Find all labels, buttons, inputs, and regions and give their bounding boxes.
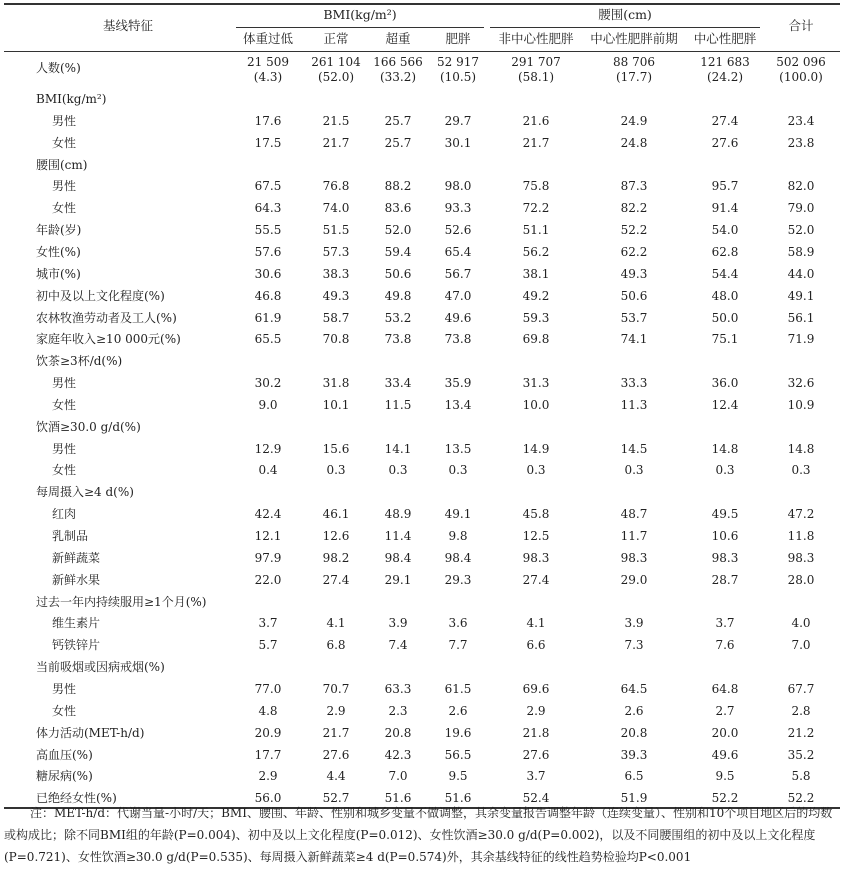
cell-obese: 30.1 — [444, 135, 472, 150]
cell-obese: 13.4 — [444, 397, 472, 412]
cell-total: 44.0 — [787, 266, 815, 281]
cell-obese: 0.3 — [448, 463, 468, 478]
first-column-header: 基线特征 — [102, 18, 154, 33]
cell-underweight: 2.9 — [258, 769, 278, 784]
cell-underweight: 12.9 — [254, 441, 282, 456]
cell-obese: 61.5 — [444, 681, 472, 696]
cell-total: 47.2 — [787, 507, 815, 522]
col-header-pre-central-obesity: 中心性肥胖前期 — [590, 31, 678, 46]
count-pct-pre-central-obesity: (17.7) — [615, 70, 653, 84]
cell-normal: 21.7 — [322, 135, 350, 150]
cell-total: 5.8 — [791, 769, 811, 784]
cell-total: 49.1 — [787, 288, 815, 303]
cell-overweight: 98.4 — [384, 550, 412, 565]
cell-overweight: 53.2 — [384, 310, 412, 325]
cell-overweight: 7.0 — [388, 769, 408, 784]
cell-obese: 51.6 — [444, 791, 472, 806]
cell-overweight: 11.5 — [384, 397, 412, 412]
cell-non-central-obesity: 56.2 — [522, 244, 550, 259]
cell-central-obesity: 36.0 — [711, 376, 739, 391]
cell-normal: 74.0 — [322, 201, 350, 216]
row-label: 高血压(%) — [36, 747, 93, 762]
cell-pre-central-obesity: 98.3 — [620, 550, 648, 565]
cell-non-central-obesity: 12.5 — [522, 529, 550, 543]
cell-non-central-obesity: 52.4 — [522, 791, 550, 806]
cell-total: 10.9 — [787, 397, 815, 412]
cell-central-obesity: 28.7 — [711, 572, 739, 587]
cell-underweight: 30.6 — [254, 266, 282, 281]
cell-underweight: 65.5 — [254, 332, 282, 347]
cell-normal: 46.1 — [322, 507, 350, 522]
cell-central-obesity: 0.3 — [715, 463, 735, 478]
cell-total: 4.0 — [791, 616, 811, 631]
cell-non-central-obesity: 75.8 — [522, 179, 550, 194]
cell-overweight: 33.4 — [384, 376, 412, 391]
cell-non-central-obesity: 2.9 — [526, 703, 546, 718]
row-sublabel: 红肉 — [52, 507, 77, 522]
cell-central-obesity: 3.7 — [715, 616, 735, 631]
cell-obese: 2.6 — [448, 703, 468, 718]
cell-normal: 31.8 — [322, 376, 350, 391]
row-label: 已绝经女性(%) — [36, 791, 117, 806]
cell-total: 23.8 — [787, 135, 815, 150]
cell-non-central-obesity: 45.8 — [522, 507, 550, 522]
row-sublabel: 女性 — [52, 397, 77, 412]
cell-non-central-obesity: 6.6 — [526, 638, 546, 653]
cell-central-obesity: 12.4 — [711, 397, 739, 412]
cell-obese: 9.5 — [448, 769, 468, 784]
row-sublabel: 新鲜水果 — [52, 572, 101, 587]
cell-pre-central-obesity: 20.8 — [620, 725, 648, 740]
row-label: 每周摄入≥4 d(%) — [36, 485, 134, 500]
cell-normal: 12.6 — [322, 529, 350, 543]
row-sublabel: 男性 — [52, 376, 77, 391]
cell-pre-central-obesity: 24.9 — [620, 113, 648, 128]
cell-central-obesity: 62.8 — [711, 244, 739, 259]
cell-non-central-obesity: 4.1 — [526, 616, 546, 631]
cell-total: 11.8 — [787, 529, 815, 543]
row-sublabel: 女性 — [52, 463, 77, 478]
cell-obese: 73.8 — [444, 332, 472, 347]
col-header-non-central-obesity: 非中心性肥胖 — [498, 31, 574, 46]
row-sublabel: 女性 — [52, 703, 77, 718]
count-pct-normal: (52.0) — [317, 70, 355, 84]
cell-normal: 10.1 — [322, 397, 350, 412]
cell-normal: 15.6 — [322, 441, 350, 456]
cell-overweight: 83.6 — [384, 201, 412, 216]
cell-overweight: 42.3 — [384, 747, 412, 762]
cell-central-obesity: 52.2 — [711, 791, 739, 806]
cell-overweight: 50.6 — [384, 266, 412, 281]
row-label: 家庭年收入≥10 000元(%) — [36, 332, 181, 347]
cell-underweight: 20.9 — [254, 725, 282, 740]
cell-total: 71.9 — [787, 332, 815, 347]
cell-non-central-obesity: 0.3 — [526, 463, 546, 478]
cell-non-central-obesity: 59.3 — [522, 310, 550, 325]
cell-normal: 51.5 — [322, 223, 350, 238]
count-n-non-central-obesity: 291 707 — [511, 55, 561, 69]
cell-pre-central-obesity: 24.8 — [620, 135, 648, 150]
cell-obese: 7.7 — [448, 638, 468, 653]
cell-pre-central-obesity: 11.3 — [620, 397, 648, 412]
cell-obese: 13.5 — [444, 441, 472, 456]
cell-total: 0.3 — [791, 463, 811, 478]
cell-total: 52.2 — [787, 791, 815, 806]
cell-non-central-obesity: 21.6 — [522, 113, 550, 128]
row-label: 当前吸烟或因病戒烟(%) — [36, 660, 165, 675]
cell-normal: 21.5 — [322, 113, 350, 128]
cell-non-central-obesity: 38.1 — [522, 266, 550, 281]
col-header-obese: 肥胖 — [445, 31, 471, 46]
cell-central-obesity: 75.1 — [711, 332, 739, 347]
cell-total: 82.0 — [787, 179, 815, 194]
count-n-pre-central-obesity: 88 706 — [613, 55, 655, 69]
cell-pre-central-obesity: 39.3 — [620, 747, 648, 762]
cell-overweight: 29.1 — [384, 572, 412, 587]
cell-obese: 49.6 — [444, 310, 472, 325]
cell-central-obesity: 10.6 — [711, 529, 739, 543]
row-label: 糖尿病(%) — [36, 769, 93, 784]
cell-normal: 6.8 — [326, 638, 346, 653]
count-pct-obese: (10.5) — [439, 70, 477, 84]
count-n-normal: 261 104 — [311, 55, 361, 69]
cell-pre-central-obesity: 53.7 — [620, 310, 648, 325]
table-footnote: 注：MET-h/d：代谢当量-小时/天；BMI、腰围、年龄、性别和城乡变量不做调整，其余变量报告调整年龄（连续变量）、性别和10个项目地区后的均数或构成比；除不同BMI组的年龄(P=0.004)、初中及以上文化程度(P=0.012)、女性饮酒≥30.0 g/d(P=0.002)，以及不同腰围组的初中及以上文化程度(P=0.721)、女性饮酒≥30.0 g/d(P=0.535)、每周摄入新鲜蔬菜≥4 d(P=0.574)外，其余基线特征的线性趋势检验均P<0.001 — [4, 806, 833, 864]
row-sublabel: 男性 — [52, 179, 77, 194]
cell-total: 35.2 — [787, 747, 815, 762]
cell-non-central-obesity: 51.1 — [522, 223, 550, 238]
cell-non-central-obesity: 27.4 — [522, 572, 550, 587]
cell-central-obesity: 9.5 — [715, 769, 735, 784]
cell-pre-central-obesity: 82.2 — [620, 201, 648, 216]
count-pct-central-obesity: (24.2) — [706, 70, 744, 84]
cell-obese: 3.6 — [448, 616, 468, 631]
col-header-central-obesity: 中心性肥胖 — [693, 31, 757, 46]
cell-non-central-obesity: 49.2 — [522, 288, 550, 303]
cell-overweight: 25.7 — [384, 135, 412, 150]
cell-normal: 0.3 — [326, 463, 346, 478]
cell-normal: 98.2 — [322, 550, 350, 565]
row-label: 饮茶≥3杯/d(%) — [36, 354, 123, 369]
cell-obese: 52.6 — [444, 223, 472, 238]
cell-underweight: 4.8 — [258, 703, 278, 718]
cell-underweight: 3.7 — [258, 616, 278, 631]
cell-underweight: 46.8 — [254, 288, 282, 303]
cell-central-obesity: 48.0 — [711, 288, 739, 303]
cell-non-central-obesity: 21.8 — [522, 725, 550, 740]
cell-normal: 38.3 — [322, 266, 350, 281]
cell-overweight: 49.8 — [384, 288, 412, 303]
cell-total: 21.2 — [787, 725, 815, 740]
cell-pre-central-obesity: 52.2 — [620, 223, 648, 238]
row-label: 农林牧渔劳动者及工人(%) — [36, 310, 177, 325]
cell-underweight: 57.6 — [254, 244, 282, 259]
cell-pre-central-obesity: 51.9 — [620, 791, 648, 806]
cell-non-central-obesity: 69.6 — [522, 681, 550, 696]
cell-normal: 21.7 — [322, 725, 350, 740]
cell-central-obesity: 98.3 — [711, 550, 739, 565]
cell-obese: 93.3 — [444, 201, 472, 216]
cell-underweight: 42.4 — [254, 507, 282, 522]
cell-non-central-obesity: 27.6 — [522, 747, 550, 762]
cell-pre-central-obesity: 48.7 — [620, 507, 648, 522]
cell-non-central-obesity: 14.9 — [522, 441, 550, 456]
cell-obese: 47.0 — [444, 288, 472, 303]
cell-underweight: 56.0 — [254, 791, 282, 806]
cell-underweight: 55.5 — [254, 223, 282, 238]
cell-overweight: 51.6 — [384, 791, 412, 806]
cell-central-obesity: 27.4 — [711, 113, 739, 128]
cell-total: 52.0 — [787, 223, 815, 238]
cell-normal: 4.1 — [326, 616, 346, 631]
cell-pre-central-obesity: 3.9 — [624, 616, 644, 631]
cell-non-central-obesity: 72.2 — [522, 201, 550, 216]
cell-total: 32.6 — [787, 376, 815, 391]
cell-total: 79.0 — [787, 201, 815, 216]
cell-overweight: 52.0 — [384, 223, 412, 238]
col-header-normal: 正常 — [323, 31, 349, 46]
count-n-obese: 52 917 — [437, 55, 479, 69]
row-label-count: 人数(%) — [36, 61, 81, 75]
bmi-group-header: BMI(kg/m²) — [323, 7, 397, 22]
cell-central-obesity: 14.8 — [711, 441, 739, 456]
cell-underweight: 17.7 — [254, 747, 282, 762]
cell-central-obesity: 20.0 — [711, 725, 739, 740]
cell-obese: 19.6 — [444, 725, 472, 740]
cell-total: 58.9 — [787, 244, 815, 259]
cell-non-central-obesity: 21.7 — [522, 135, 550, 150]
cell-pre-central-obesity: 62.2 — [620, 244, 648, 259]
waist-group-rule — [490, 27, 760, 28]
cell-pre-central-obesity: 14.5 — [620, 441, 648, 456]
row-sublabel: 男性 — [52, 113, 77, 128]
cell-obese: 29.3 — [444, 572, 472, 587]
row-sublabel: 钙铁锌片 — [52, 638, 101, 653]
cell-underweight: 17.6 — [254, 113, 282, 128]
count-pct-underweight: (4.3) — [253, 70, 283, 84]
cell-overweight: 59.4 — [384, 244, 412, 259]
row-sublabel: 乳制品 — [52, 529, 89, 543]
cell-central-obesity: 7.6 — [715, 638, 735, 653]
row-sublabel: 男性 — [52, 441, 77, 456]
cell-non-central-obesity: 98.3 — [522, 550, 550, 565]
cell-obese: 29.7 — [444, 113, 472, 128]
waist-group-header: 腰围(cm) — [598, 7, 652, 22]
header-bottom-rule — [4, 51, 840, 52]
cell-normal: 58.7 — [322, 310, 350, 325]
cell-underweight: 67.5 — [254, 179, 282, 194]
cell-overweight: 25.7 — [384, 113, 412, 128]
cell-non-central-obesity: 10.0 — [522, 397, 550, 412]
cell-obese: 65.4 — [444, 244, 472, 259]
row-sublabel: 男性 — [52, 681, 77, 696]
cell-underweight: 61.9 — [254, 310, 282, 325]
cell-underweight: 17.5 — [254, 135, 282, 150]
count-pct-non-central-obesity: (58.1) — [517, 70, 555, 84]
count-n-central-obesity: 121 683 — [700, 55, 750, 69]
cell-pre-central-obesity: 50.6 — [620, 288, 648, 303]
cell-normal: 70.8 — [322, 332, 350, 347]
cell-underweight: 12.1 — [254, 529, 282, 543]
cell-central-obesity: 91.4 — [711, 201, 739, 216]
cell-obese: 56.5 — [444, 747, 472, 762]
cell-underweight: 30.2 — [254, 376, 282, 391]
count-n-underweight: 21 509 — [247, 55, 289, 69]
cell-central-obesity: 54.0 — [711, 223, 739, 238]
col-header-underweight: 体重过低 — [242, 31, 294, 46]
cell-total: 7.0 — [791, 638, 811, 653]
cell-total: 98.3 — [787, 550, 815, 565]
cell-pre-central-obesity: 11.7 — [620, 529, 648, 543]
cell-overweight: 73.8 — [384, 332, 412, 347]
cell-total: 67.7 — [787, 681, 815, 696]
cell-pre-central-obesity: 74.1 — [620, 332, 648, 347]
count-n-total: 502 096 — [776, 55, 826, 69]
cell-central-obesity: 2.7 — [715, 703, 735, 718]
cell-pre-central-obesity: 33.3 — [620, 376, 648, 391]
cell-normal: 57.3 — [322, 244, 350, 259]
cell-obese: 56.7 — [444, 266, 472, 281]
cell-non-central-obesity: 31.3 — [522, 376, 550, 391]
cell-overweight: 48.9 — [384, 507, 412, 522]
cell-obese: 35.9 — [444, 376, 472, 391]
cell-pre-central-obesity: 2.6 — [624, 703, 644, 718]
count-pct-total: (100.0) — [779, 70, 823, 84]
cell-normal: 70.7 — [322, 681, 350, 696]
cell-pre-central-obesity: 29.0 — [620, 572, 648, 587]
cell-underweight: 64.3 — [254, 201, 282, 216]
cell-central-obesity: 49.5 — [711, 507, 739, 522]
row-sublabel: 女性 — [52, 201, 77, 216]
cell-normal: 2.9 — [326, 703, 346, 718]
cell-pre-central-obesity: 87.3 — [620, 179, 648, 194]
cell-obese: 98.4 — [444, 550, 472, 565]
row-label: BMI(kg/m²) — [36, 92, 107, 106]
row-label: 初中及以上文化程度(%) — [36, 288, 165, 303]
cell-central-obesity: 64.8 — [711, 681, 739, 696]
cell-non-central-obesity: 3.7 — [526, 769, 546, 784]
cell-total: 28.0 — [787, 572, 815, 587]
row-label: 女性(%) — [36, 244, 81, 259]
cell-obese: 9.8 — [448, 529, 468, 543]
col-header-overweight: 超重 — [385, 31, 411, 46]
cell-pre-central-obesity: 49.3 — [620, 266, 648, 281]
cell-normal: 4.4 — [326, 769, 346, 784]
count-n-overweight: 166 566 — [373, 55, 423, 69]
cell-normal: 76.8 — [322, 179, 350, 194]
row-label: 腰围(cm) — [36, 157, 88, 172]
cell-overweight: 3.9 — [388, 616, 408, 631]
cell-central-obesity: 95.7 — [711, 179, 739, 194]
row-label: 饮酒≥30.0 g/d(%) — [36, 419, 141, 434]
cell-overweight: 2.3 — [388, 703, 408, 718]
cell-obese: 98.0 — [444, 179, 472, 194]
cell-overweight: 0.3 — [388, 463, 408, 478]
row-sublabel: 新鲜蔬菜 — [52, 550, 101, 565]
cell-pre-central-obesity: 7.3 — [624, 638, 644, 653]
cell-overweight: 20.8 — [384, 725, 412, 740]
cell-underweight: 77.0 — [254, 681, 282, 696]
top-rule — [4, 3, 840, 5]
cell-underweight: 5.7 — [258, 638, 278, 653]
cell-central-obesity: 50.0 — [711, 310, 739, 325]
row-sublabel: 维生素片 — [52, 616, 101, 631]
cell-total: 56.1 — [787, 310, 815, 325]
cell-overweight: 11.4 — [384, 529, 412, 543]
cell-underweight: 22.0 — [254, 572, 282, 587]
row-sublabel: 女性 — [52, 135, 77, 150]
cell-central-obesity: 49.6 — [711, 747, 739, 762]
cell-overweight: 7.4 — [388, 638, 408, 653]
bmi-group-rule — [236, 27, 484, 28]
cell-normal: 27.4 — [322, 572, 350, 587]
cell-pre-central-obesity: 6.5 — [624, 769, 644, 784]
cell-pre-central-obesity: 0.3 — [624, 463, 644, 478]
cell-total: 23.4 — [787, 113, 815, 128]
cell-normal: 49.3 — [322, 288, 350, 303]
row-label: 年龄(岁) — [36, 223, 82, 238]
cell-total: 2.8 — [791, 703, 811, 718]
cell-overweight: 63.3 — [384, 681, 412, 696]
cell-overweight: 88.2 — [384, 179, 412, 194]
row-label: 过去一年内持续服用≥1个月(%) — [36, 594, 207, 609]
cell-underweight: 97.9 — [254, 550, 282, 565]
row-label: 体力活动(MET-h/d) — [36, 725, 145, 740]
row-label: 城市(%) — [36, 266, 81, 281]
cell-underweight: 9.0 — [258, 397, 278, 412]
cell-pre-central-obesity: 64.5 — [620, 681, 648, 696]
cell-total: 14.8 — [787, 441, 815, 456]
count-pct-overweight: (33.2) — [379, 70, 417, 84]
cell-underweight: 0.4 — [258, 463, 278, 478]
cell-normal: 27.6 — [322, 747, 350, 762]
cell-central-obesity: 54.4 — [711, 266, 739, 281]
cell-non-central-obesity: 69.8 — [522, 332, 550, 347]
cell-overweight: 14.1 — [384, 441, 412, 456]
cell-obese: 49.1 — [444, 507, 472, 522]
total-column-header: 合计 — [788, 18, 814, 33]
cell-normal: 52.7 — [322, 791, 350, 806]
cell-central-obesity: 27.6 — [711, 135, 739, 150]
